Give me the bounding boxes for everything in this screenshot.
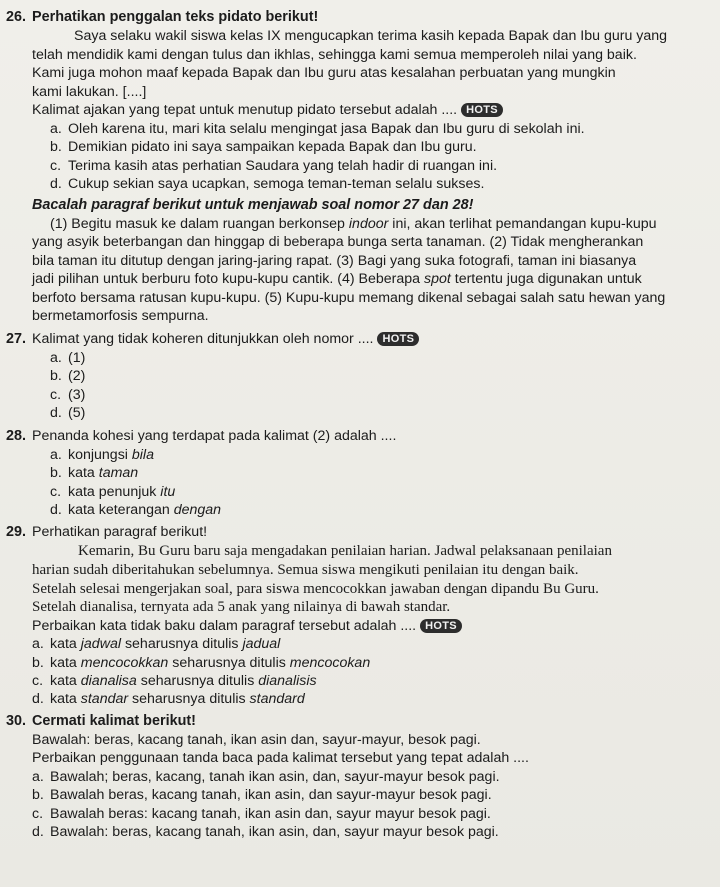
option-item[interactable] xyxy=(32,823,712,841)
q29-number: 29. xyxy=(6,524,27,541)
option-letter: a. xyxy=(50,120,62,137)
option-text: Terima kasih atas perhatian Saudara yang telah hadir di ruangan ini. xyxy=(68,157,498,174)
option-text-plain: kata xyxy=(50,673,81,689)
q26-speech-line: Kami juga mohon maaf kepada Bapak dan Ibu guru atas kesalahan perbuatan yang mungkin xyxy=(32,65,616,82)
option-letter: c. xyxy=(32,805,44,822)
q29-question xyxy=(32,617,712,636)
option-text-plain: kata penunjuk xyxy=(68,483,161,500)
option-text-em: dianalisis xyxy=(258,673,317,689)
option-letter: c. xyxy=(32,673,44,689)
option-text-em: jadual xyxy=(242,636,281,653)
option-text xyxy=(50,690,305,708)
q29-paragraph-line: Setelah dianalisa, ternyata ada 5 anak yang nilainya di bawah standar. xyxy=(32,599,451,616)
option-text-plain: kata xyxy=(50,691,81,708)
option-text xyxy=(68,464,138,482)
option-text: Oleh karena itu, mari kita selalu mengingat jasa Bapak dan Ibu guru di sekolah ini. xyxy=(68,120,585,137)
passage-term: indoor xyxy=(348,215,389,232)
q30-options xyxy=(6,768,712,842)
option-text xyxy=(50,654,370,672)
option-text-plain: konjungsi xyxy=(68,446,132,463)
passage-text: ini, akan terlihat pemandangan kupu-kupu xyxy=(388,215,657,232)
option-letter: b. xyxy=(32,787,44,804)
passage-term: spot xyxy=(423,271,451,288)
reading-instruction: Bacalah paragraf berikut untuk menjawab soal nomor 27 dan 28! xyxy=(32,196,474,213)
q26-speech xyxy=(6,27,712,120)
passage-line: yang asyik beterbangan dan hinggap di beberapa bunga serta tanaman. (2) Tidak mengherankan xyxy=(32,234,644,251)
q30-question: Perbaikan penggunaan tanda baca pada kalimat tersebut yang tepat adalah .... xyxy=(32,750,529,767)
option-text-em: standar xyxy=(80,691,129,708)
option-text: Bawalah beras: kacang tanah, ikan asin dan, sayur mayur besok pagi. xyxy=(50,805,491,822)
option-text xyxy=(68,483,175,501)
option-item[interactable] xyxy=(32,464,712,482)
option-letter: b. xyxy=(50,465,62,482)
reading-passage xyxy=(6,215,712,327)
option-item[interactable] xyxy=(32,367,712,385)
q26-prompt: Perhatikan penggalan teks pidato berikut! xyxy=(32,9,319,25)
passage-text: (1) Begitu masuk ke dalam ruangan berkonsep xyxy=(50,215,349,232)
q28-question: Penanda kohesi yang terdapat pada kalimat (2) adalah .... xyxy=(32,427,397,444)
option-text: (3) xyxy=(68,386,86,403)
option-letter: b. xyxy=(50,368,62,385)
option-item[interactable] xyxy=(32,672,712,690)
passage-text: tertentu juga digunakan untuk xyxy=(450,271,642,288)
option-text: Bawalah beras, kacang tanah, ikan asin, dan sayur-mayur besok pagi. xyxy=(50,787,492,804)
q30-prompt: Cermati kalimat berikut! xyxy=(32,712,196,729)
option-text-em: jadwal xyxy=(80,636,121,653)
option-text-plain: seharusnya ditulis xyxy=(168,654,290,671)
option-text-plain: kata keterangan xyxy=(68,501,174,518)
q30-sentence: Bawalah: beras, kacang tanah, ikan asin dan, sayur-mayur, besok pagi. xyxy=(32,731,481,748)
option-text-em: bila xyxy=(131,446,154,463)
option-item[interactable] xyxy=(32,690,712,708)
q29-prompt: Perhatikan paragraf berikut! xyxy=(32,524,208,541)
option-item[interactable] xyxy=(32,138,712,156)
passage-line xyxy=(32,270,712,289)
option-letter: a. xyxy=(50,446,62,463)
hots-badge: HOTS xyxy=(420,619,462,633)
q30-body xyxy=(6,731,712,768)
q29-paragraph-line: harian sudah diberitahukan sebelumnya. Semua siswa mengikuti penilaian itu dengan baik. xyxy=(32,561,579,578)
option-text-plain: seharusnya ditulis xyxy=(121,636,243,653)
q26-speech-line: kami lakukan. [....] xyxy=(32,83,147,100)
option-text: Bawalah; beras, kacang, tanah ikan asin, dan, sayur-mayur besok pagi. xyxy=(50,768,500,785)
option-item[interactable] xyxy=(32,483,712,501)
q29-header xyxy=(6,523,712,542)
q30-header xyxy=(6,712,712,731)
q26-header xyxy=(6,8,712,27)
option-text: Demikian pidato ini saya sampaikan kepada Bapak dan Ibu guru. xyxy=(68,139,477,156)
option-item[interactable] xyxy=(32,635,712,653)
q27-question xyxy=(32,330,419,349)
option-letter: c. xyxy=(50,157,62,174)
hots-badge: HOTS xyxy=(377,332,419,346)
option-text-plain: kata xyxy=(50,654,81,671)
option-text: (2) xyxy=(68,368,86,385)
q28-options xyxy=(6,446,712,520)
option-letter: d. xyxy=(32,691,44,708)
q30-number: 30. xyxy=(6,712,27,729)
option-letter: b. xyxy=(50,139,62,156)
option-text-plain: kata xyxy=(68,465,99,482)
option-letter: c. xyxy=(50,483,62,500)
q26-speech-line: Saya selaku wakil siswa kelas IX mengucapkan terima kasih kepada Bapak dan Ibu guru yang xyxy=(74,28,668,44)
option-text xyxy=(50,635,280,653)
q29-paragraph-line: Setelah selesai mengerjakan soal, para siswa mencocokkan jawaban dengan dipandu Bu Guru. xyxy=(32,580,599,597)
option-item[interactable] xyxy=(32,786,712,804)
option-text: Bawalah: beras, kacang tanah, ikan asin, dan, sayur mayur besok pagi. xyxy=(50,824,499,841)
option-item[interactable] xyxy=(32,805,712,823)
option-text-em: standard xyxy=(249,691,305,708)
passage-line: bila taman itu ditutup dengan jaring-jaring rapat. (3) Bagi yang suka fotografi, taman ini biasanya xyxy=(32,252,637,269)
option-text-plain: seharusnya ditulis xyxy=(136,673,259,689)
q29-paragraph-line: Kemarin, Bu Guru baru saja mengadakan penilaian harian. Jadwal pelaksanaan penilaian xyxy=(78,543,612,560)
option-text: Cukup sekian saya ucapkan, semoga teman-teman selalu sukses. xyxy=(68,176,485,193)
q26-question xyxy=(32,101,712,120)
option-text xyxy=(50,672,317,690)
option-item[interactable] xyxy=(32,654,712,672)
passage-line xyxy=(32,215,712,234)
option-item[interactable] xyxy=(32,175,712,193)
option-letter: b. xyxy=(32,654,44,671)
option-text xyxy=(68,501,221,519)
q26-speech-line: telah mendidik kami dengan tulus dan ikhlas, sehingga kami semua memperoleh nilai yang baik. xyxy=(32,46,637,63)
option-letter: d. xyxy=(50,501,62,518)
option-text-plain: kata xyxy=(50,636,81,653)
q26-question-text: Kalimat ajakan yang tepat untuk menutup pidato tersebut adalah .... xyxy=(32,102,458,119)
option-letter: a. xyxy=(32,768,44,785)
option-text-em: dengan xyxy=(173,501,222,518)
option-letter: d. xyxy=(32,824,44,841)
q29-paragraph xyxy=(6,542,712,635)
option-letter: d. xyxy=(50,176,62,193)
option-text-em: mencocokkan xyxy=(80,654,169,671)
q28-header xyxy=(6,427,712,446)
option-letter: a. xyxy=(50,350,62,367)
q27-number: 27. xyxy=(6,331,27,348)
q26-number: 26. xyxy=(6,9,27,25)
option-item[interactable] xyxy=(32,768,712,786)
passage-line: berfoto bersama ratusan kupu-kupu. (5) Kupu-kupu memang dikenal sebagai salah satu hewan yang xyxy=(32,289,666,306)
option-text-em: mencocokan xyxy=(289,654,371,671)
option-letter: c. xyxy=(50,386,62,403)
q29-options xyxy=(6,635,712,709)
q27-options xyxy=(6,349,712,423)
option-text: (1) xyxy=(68,350,86,367)
option-text-plain: seharusnya ditulis xyxy=(128,691,250,708)
passage-line: bermetamorfosis sempurna. xyxy=(32,308,209,325)
q27-header xyxy=(6,330,712,349)
option-text xyxy=(68,446,154,464)
q28-number: 28. xyxy=(6,427,27,444)
option-text-em: taman xyxy=(98,465,139,482)
option-text: (5) xyxy=(68,405,86,422)
option-item[interactable] xyxy=(32,404,712,422)
q29-question-text: Perbaikan kata tidak baku dalam paragraf tersebut adalah .... xyxy=(32,617,417,634)
option-letter: d. xyxy=(50,405,62,422)
option-text-em: itu xyxy=(160,483,176,500)
option-letter: a. xyxy=(32,636,44,653)
option-item[interactable] xyxy=(32,120,712,138)
q26-options xyxy=(6,120,712,194)
option-item[interactable] xyxy=(32,349,712,367)
option-item[interactable] xyxy=(32,446,712,464)
q27-question-text: Kalimat yang tidak koheren ditunjukkan oleh nomor .... xyxy=(32,331,374,348)
option-item[interactable] xyxy=(32,501,712,519)
hots-badge: HOTS xyxy=(461,103,503,117)
option-item[interactable] xyxy=(32,386,712,404)
passage-text: jadi pilihan untuk berburu foto kupu-kupu cantik. (4) Beberapa xyxy=(32,271,424,288)
option-item[interactable] xyxy=(32,157,712,175)
option-text-em: dianalisa xyxy=(80,673,137,689)
